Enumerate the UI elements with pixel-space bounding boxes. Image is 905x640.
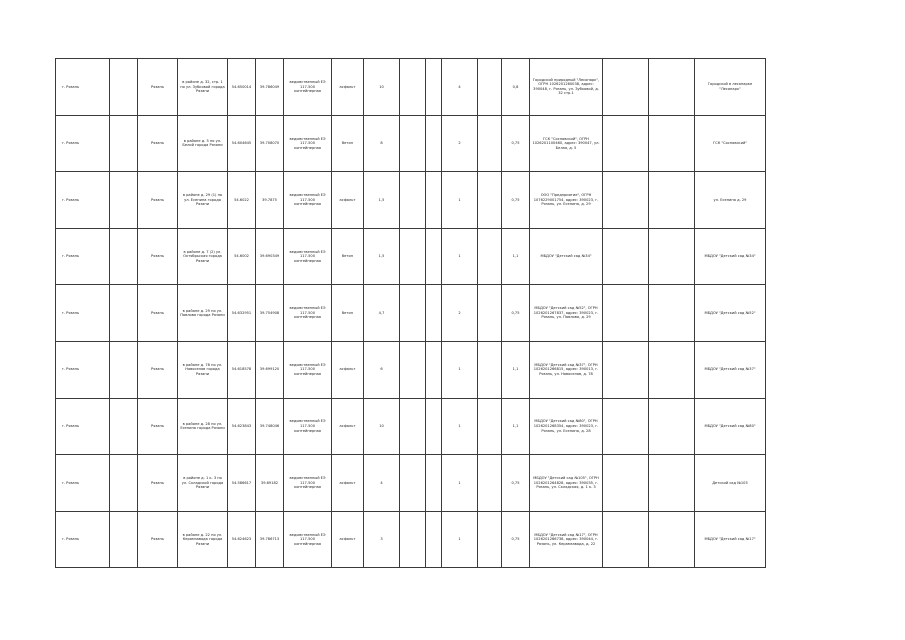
cell-address: в районе д. 29 по ул. Павлова города Рязани [178, 285, 228, 342]
cell-address: в районе д. 32, стр. 1 по ул. Зубковой города Рязани [178, 59, 228, 116]
cell-col-16 [603, 511, 649, 568]
cell-container-count: 1 [442, 172, 478, 229]
cell-locality: г. Рязань [56, 455, 110, 512]
cell-col-13 [478, 398, 502, 455]
cell-container-type: ведомственный ЕЭ 117-500 контейнерная [284, 228, 332, 285]
cell-col-17 [649, 341, 695, 398]
cell-city: Рязань [138, 511, 178, 568]
cell-locality: г. Рязань [56, 511, 110, 568]
cell-col-10 [400, 59, 426, 116]
cell-container-count: 1 [442, 455, 478, 512]
cell-col-13 [478, 341, 502, 398]
cell-area: 6 [364, 341, 400, 398]
table-row [56, 455, 766, 512]
cell-district [110, 398, 138, 455]
registry-table [55, 58, 766, 568]
cell-latitude: 54.6002 [228, 228, 256, 285]
cell-container-count: 2 [442, 115, 478, 172]
cell-surface: бетон [332, 115, 364, 172]
cell-address: в районе д. 29 (1) по ул. Есенина города Рязани [178, 172, 228, 229]
cell-latitude: 54.650014 [228, 59, 256, 116]
cell-container-type: ведомственный ЕЭ 117-500 контейнерная [284, 341, 332, 398]
cell-locality: г. Рязань [56, 341, 110, 398]
cell-area: 3 [364, 511, 400, 568]
cell-latitude: 54.618578 [228, 341, 256, 398]
cell-col-11 [426, 455, 442, 512]
cell-longitude: 39.708070 [256, 115, 284, 172]
cell-col-16 [603, 285, 649, 342]
cell-col-16 [603, 59, 649, 116]
cell-col-17 [649, 398, 695, 455]
cell-district [110, 59, 138, 116]
cell-col-17 [649, 115, 695, 172]
cell-col-11 [426, 285, 442, 342]
cell-container-count: 1 [442, 398, 478, 455]
cell-col-11 [426, 228, 442, 285]
cell-longitude: 39.786049 [256, 59, 284, 116]
cell-longitude: 39.699120 [256, 341, 284, 398]
cell-source: ул. Есенина д. 29 [695, 172, 766, 229]
cell-volume: 0,75 [502, 511, 530, 568]
cell-volume: 1,1 [502, 228, 530, 285]
cell-container-type: ведомственный ЕЭ 117-500 контейнерная [284, 398, 332, 455]
cell-container-type: ведомственный ЕЭ 117-500 контейнерная [284, 115, 332, 172]
cell-container-count: 1 [442, 341, 478, 398]
cell-district [110, 228, 138, 285]
table-row [56, 228, 766, 285]
cell-surface: бетон [332, 285, 364, 342]
cell-col-16 [603, 341, 649, 398]
cell-latitude: 54.6022 [228, 172, 256, 229]
cell-col-11 [426, 511, 442, 568]
cell-owner-info: МБДОУ "Детский сад №34" [530, 228, 603, 285]
cell-source: МБДОУ "Детский сад №34" [695, 228, 766, 285]
cell-district [110, 511, 138, 568]
cell-longitude: 39.786713 [256, 511, 284, 568]
table-row [56, 511, 766, 568]
cell-city: Рязань [138, 285, 178, 342]
cell-district [110, 455, 138, 512]
cell-col-13 [478, 59, 502, 116]
cell-longitude: 39.69182 [256, 455, 284, 512]
cell-area: 4 [364, 455, 400, 512]
cell-address: в районе д. 5 по ул. Белой города Рязани [178, 115, 228, 172]
cell-surface: асфальт [332, 455, 364, 512]
cell-container-type: ведомственный ЕЭ 117-500 контейнерная [284, 511, 332, 568]
cell-city: Рязань [138, 172, 178, 229]
cell-volume: 1,1 [502, 398, 530, 455]
table-row [56, 398, 766, 455]
cell-source: МБДОУ "Детский сад №52" [695, 285, 766, 342]
cell-owner-info: МБДОУ "Детский сад №80", ОГРН 1026201268354, адрес: 390023, г. Рязань, ул. Есенина, д. 28 [530, 398, 603, 455]
cell-longitude: 39.690349 [256, 228, 284, 285]
cell-city: Рязань [138, 455, 178, 512]
cell-col-11 [426, 172, 442, 229]
cell-longitude: 39.754908 [256, 285, 284, 342]
cell-owner-info: ООО "Предприятие", ОГРН 1076229001754, адрес: 390023, г. Рязань, ул. Есенина, д. 29 [530, 172, 603, 229]
cell-source: ГСК "Сосновский" [695, 115, 766, 172]
table-row [56, 172, 766, 229]
cell-district [110, 285, 138, 342]
cell-address: в районе д. 22 по ул. Керамзавода города Рязани [178, 511, 228, 568]
cell-source: Детский сад №105 [695, 455, 766, 512]
cell-volume: 0,75 [502, 172, 530, 229]
cell-col-16 [603, 398, 649, 455]
cell-owner-info: МБДОУ "Детский сад №37", ОГРН 1026201266815, адрес: 390013, г. Рязань, ул. Новоселов, д. 78 [530, 341, 603, 398]
cell-col-16 [603, 228, 649, 285]
cell-col-10 [400, 511, 426, 568]
cell-container-type: ведомственный ЕЭ 117-500 контейнерная [284, 172, 332, 229]
cell-container-count: 1 [442, 511, 478, 568]
cell-area: 10 [364, 59, 400, 116]
cell-owner-info: МБДОУ "Детский сад №52", ОГРН 1026201267837, адрес: 390023, г. Рязань, ул. Павлова, д. 29 [530, 285, 603, 342]
cell-city: Рязань [138, 115, 178, 172]
table-row [56, 341, 766, 398]
cell-area: 8 [364, 115, 400, 172]
cell-volume: 0,75 [502, 115, 530, 172]
cell-col-17 [649, 455, 695, 512]
cell-col-13 [478, 285, 502, 342]
cell-col-16 [603, 455, 649, 512]
cell-col-10 [400, 341, 426, 398]
cell-area: 1,5 [364, 172, 400, 229]
cell-container-type: ведомственный ЕЭ 117-500 контейнерная [284, 285, 332, 342]
cell-address: в районе д. 28 по ул. Есенина города Рязани [178, 398, 228, 455]
table-row [56, 115, 766, 172]
cell-col-11 [426, 341, 442, 398]
cell-locality: г. Рязань [56, 172, 110, 229]
cell-col-11 [426, 398, 442, 455]
cell-latitude: 54.623843 [228, 398, 256, 455]
cell-surface: асфальт [332, 511, 364, 568]
cell-source: МБДОУ "Детский сад №37" [695, 341, 766, 398]
cell-owner-info: МБДОУ "Детский сад №17", ОГРН 1026201266738, адрес: 390044, г. Рязань, ул. Керамзавода, д. 22 [530, 511, 603, 568]
cell-city: Рязань [138, 228, 178, 285]
cell-district [110, 115, 138, 172]
cell-district [110, 172, 138, 229]
cell-col-13 [478, 455, 502, 512]
table-row [56, 59, 766, 116]
cell-latitude: 54.604645 [228, 115, 256, 172]
cell-volume: 1,1 [502, 341, 530, 398]
cell-area: 4,7 [364, 285, 400, 342]
cell-col-16 [603, 172, 649, 229]
cell-locality: г. Рязань [56, 398, 110, 455]
cell-surface: асфальт [332, 172, 364, 229]
cell-area: 1,5 [364, 228, 400, 285]
cell-col-16 [603, 115, 649, 172]
cell-latitude: 54.624623 [228, 511, 256, 568]
cell-container-type: ведомственный ЕЭ 117-500 контейнерная [284, 59, 332, 116]
cell-longitude: 39.748046 [256, 398, 284, 455]
cell-col-17 [649, 59, 695, 116]
cell-surface: асфальт [332, 59, 364, 116]
cell-owner-info: МБДОУ "Детский сад №105", ОГРН 1026201264828, адрес: 390035, г. Рязань, ул. Складская, д. 1 к. 3 [530, 455, 603, 512]
cell-longitude: 39.7875 [256, 172, 284, 229]
cell-col-17 [649, 511, 695, 568]
cell-col-13 [478, 115, 502, 172]
cell-owner-info: ГСК "Сосновский", ОГРН 1026201100460, адрес: 390047, ул. Белая, д. 5 [530, 115, 603, 172]
cell-col-10 [400, 228, 426, 285]
cell-address: в районе д. 1 к. 3 по ул. Складской города Рязани [178, 455, 228, 512]
cell-source: МБДОУ "Детский сад №80" [695, 398, 766, 455]
cell-col-10 [400, 172, 426, 229]
cell-surface: асфальт [332, 398, 364, 455]
cell-address: в районе д. 78 по ул. Новоселов города Рязани [178, 341, 228, 398]
cell-locality: г. Рязань [56, 59, 110, 116]
cell-container-count: 2 [442, 285, 478, 342]
cell-area: 10 [364, 398, 400, 455]
cell-container-count: 1 [442, 228, 478, 285]
cell-col-10 [400, 115, 426, 172]
cell-source: Городской в лесопарке "Лесопарк" [695, 59, 766, 116]
cell-locality: г. Рязань [56, 115, 110, 172]
cell-volume: 0,8 [502, 59, 530, 116]
cell-locality: г. Рязань [56, 285, 110, 342]
cell-col-17 [649, 172, 695, 229]
cell-latitude: 54.632951 [228, 285, 256, 342]
cell-container-count: 4 [442, 59, 478, 116]
cell-source: МБДОУ "Детский сад №17" [695, 511, 766, 568]
cell-col-17 [649, 228, 695, 285]
cell-col-13 [478, 172, 502, 229]
cell-address: в районе д. 7 (2) ул. Октябрьская города Рязани [178, 228, 228, 285]
cell-col-13 [478, 228, 502, 285]
cell-city: Рязань [138, 59, 178, 116]
cell-city: Рязань [138, 341, 178, 398]
table-row [56, 285, 766, 342]
cell-district [110, 341, 138, 398]
cell-col-10 [400, 285, 426, 342]
cell-col-17 [649, 285, 695, 342]
cell-col-10 [400, 455, 426, 512]
cell-col-11 [426, 59, 442, 116]
cell-owner-info: Городской природный "Лесопарк", ОГРН 1026201260038, адрес: 390048, г. Рязань, ул. Зубковой, д. 32 стр.1 [530, 59, 603, 116]
cell-volume: 0,75 [502, 455, 530, 512]
cell-container-type: ведомственный ЕЭ 117-500 контейнерная [284, 455, 332, 512]
cell-col-11 [426, 115, 442, 172]
cell-col-13 [478, 511, 502, 568]
cell-surface: асфальт [332, 341, 364, 398]
cell-surface: бетон [332, 228, 364, 285]
cell-volume: 0,75 [502, 285, 530, 342]
cell-latitude: 54.586617 [228, 455, 256, 512]
cell-locality: г. Рязань [56, 228, 110, 285]
cell-city: Рязань [138, 398, 178, 455]
cell-col-10 [400, 398, 426, 455]
